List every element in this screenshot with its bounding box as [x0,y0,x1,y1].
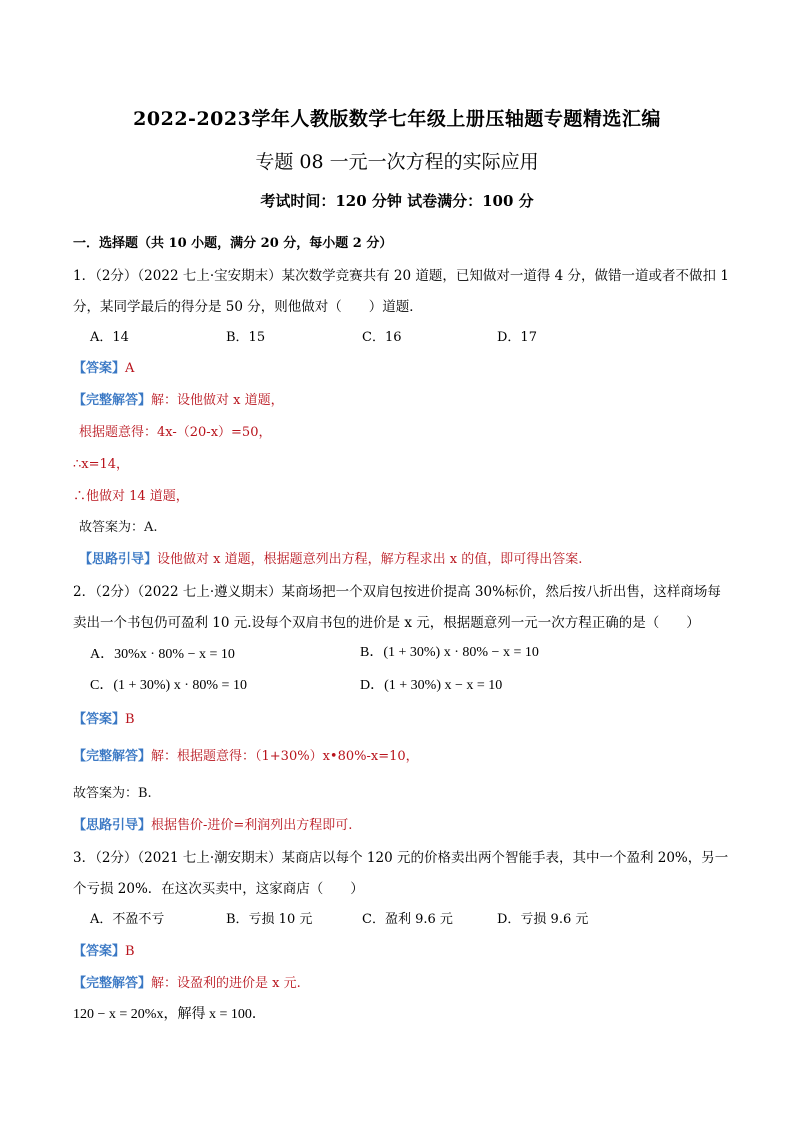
hint-tag: 【思路引导】 [79,552,158,567]
solution-tag: 【完整解答】 [73,749,152,764]
q1-text-line1: 1．（2分）（2022 七上·宝安期末）某次数学竞赛共有 20 道题，已知做对一道得 4 分，做错一道或者不做扣 1 [73,268,729,284]
q1-answer [73,357,134,376]
answer-tag: 【答案】 [73,944,126,959]
hint-tag: 【思路引导】 [73,818,152,833]
q2-text-line2: 卖出一个书包仍可盈利 10 元.设每个双肩书包的进价是 x 元，根据题意列一元一次方程正确的是（ ） [73,615,700,631]
solution-tag: 【完整解答】 [73,976,152,991]
document-title: 2022-2023学年人教版数学七年级上册压轴题专题精选汇编 [133,108,661,130]
answer-tag: 【答案】 [73,712,126,727]
q2-conclusion: 故答案为：B. [73,786,152,801]
q1-solution-line: 解：设他做对 x 道题， [151,393,284,408]
q2-text-line1: 2．（2分）（2022 七上·遵义期末）某商场把一个双肩包按进价提高 30%标价，然后按八折出售，这样商场每 [73,584,721,600]
q2-option-d: D．(1 + 30%) x − x = 10 [360,678,503,693]
q1-option-b: B．15 [226,330,266,345]
answer-tag: 【答案】 [73,361,126,376]
q3-option-b: B．亏损 10 元 [226,912,313,927]
q1-solution-line: 根据题意得：4x-（20-x）=50， [79,425,272,440]
q1-conclusion: 故答案为：A. [79,520,158,535]
q3-option-a: A．不盈不亏 [90,912,165,927]
q2-solution [73,745,419,764]
q3-answer [73,940,135,959]
q2-hint-text: 根据售价-进价=利润列出方程即可. [151,818,353,833]
q2-option-c: C．(1 + 30%) x · 80% = 10 [90,678,247,693]
q3-text-line1: 3．（2分）（2021 七上·潮安期末）某商店以每个 120 元的价格卖出两个智能手表，其中一个盈利 20%，另一 [73,850,729,866]
q2-solution-text: 解：根据题意得：（1+30%）x•80%-x=10， [151,749,419,764]
q1-solution [73,389,284,408]
q3-solution [73,972,301,991]
q2-answer-value: B [125,712,135,727]
solution-tag: 【完整解答】 [73,393,152,408]
q3-text-line2: 个亏损 20%．在这次买卖中，这家商店（ ） [73,881,364,897]
q3-option-c: C．盈利 9.6 元 [362,912,453,927]
q1-answer-value: A [125,361,135,376]
q1-option-a: A．14 [90,330,129,345]
q1-text-line2: 分，某同学最后的得分是 50 分，则他做对（ ）道题． [73,299,423,315]
q3-option-d: D．亏损 9.6 元 [497,912,589,927]
q3-equation: 120 − x = 20%x，解得 x = 100． [73,1007,266,1022]
q1-option-c: C．16 [362,330,402,345]
q2-option-b: B．(1 + 30%) x · 80% − x = 10 [360,645,539,660]
q1-hint-text: 设他做对 x 道题，根据题意列出方程，解方程求出 x 的值，即可得出答案. [157,552,583,567]
q1-solution-line: ∴x=14， [73,457,130,472]
q3-solution-text: 解：设盈利的进价是 x 元. [151,976,301,991]
topic-subtitle: 专题 08 一元一次方程的实际应用 [255,151,539,173]
q1-solution-line: ∴他做对 14 道题， [73,489,189,504]
q2-option-a: A．30%x · 80% − x = 10 [90,647,235,662]
exam-info: 考试时间：120 分钟 试卷满分：100 分 [260,192,534,210]
q2-hint [73,814,352,833]
section-heading: 一．选择题（共 10 小题，满分 20 分，每小题 2 分） [73,236,393,251]
q2-answer [73,708,135,727]
q3-answer-value: B [125,944,135,959]
q1-hint [79,548,582,567]
q1-option-d: D．17 [497,330,537,345]
